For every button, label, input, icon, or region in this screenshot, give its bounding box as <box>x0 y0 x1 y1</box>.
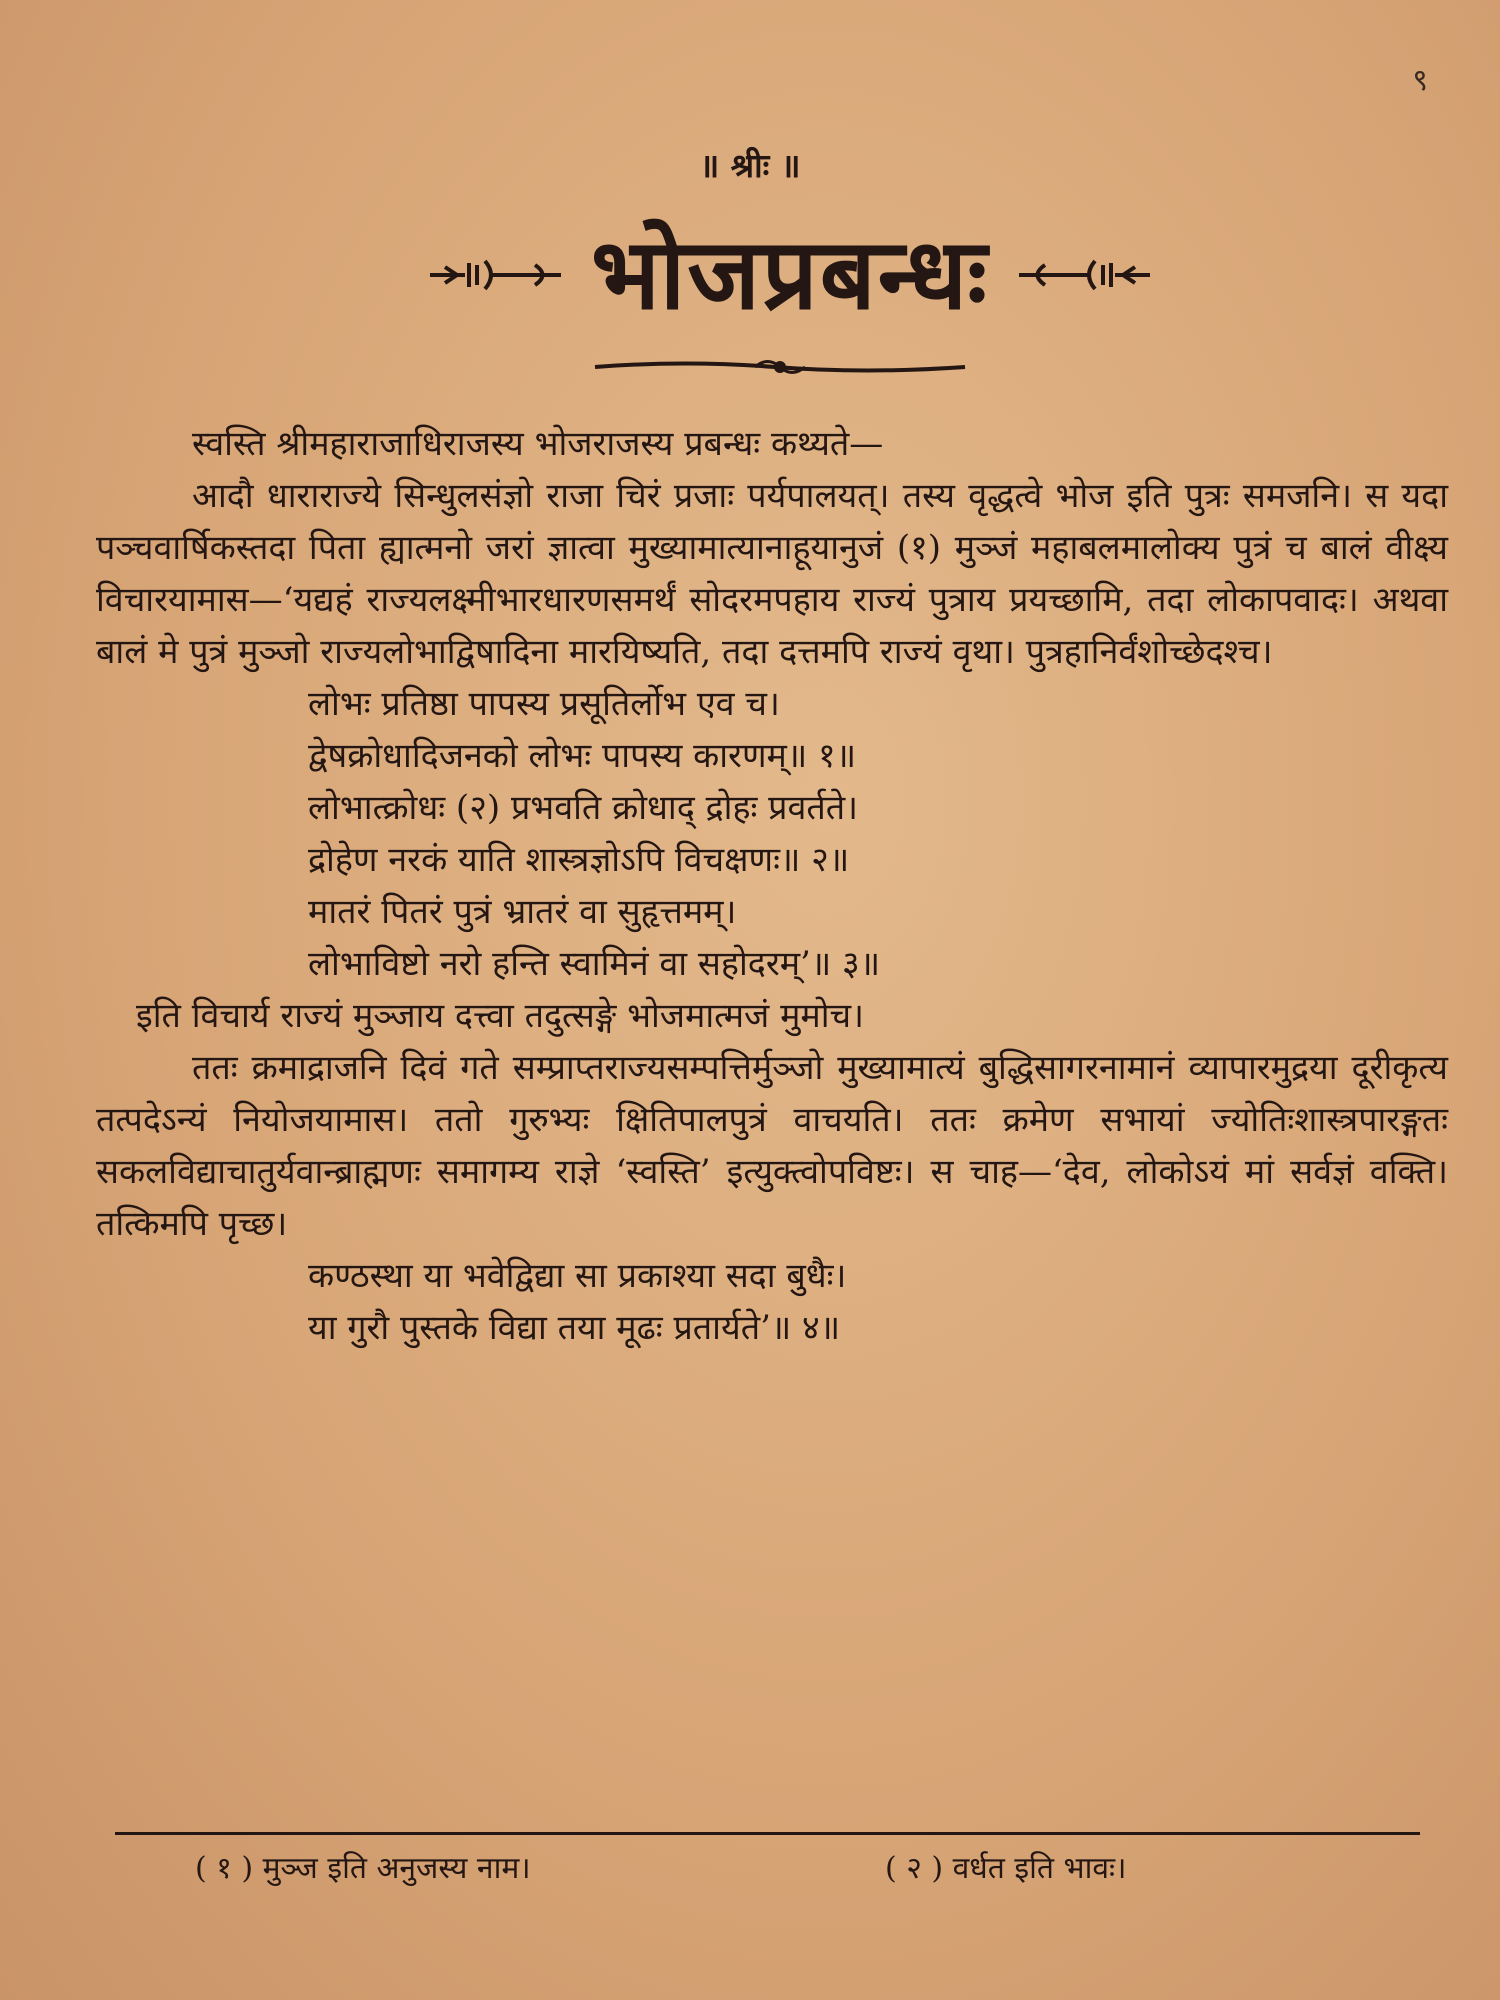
verse-3-line-1: मातरं पितरं पुत्रं भ्रातरं वा सुहृत्तमम्। <box>308 892 737 932</box>
page-title: भोजप्रबन्धः <box>591 217 989 332</box>
title-row <box>330 215 1250 335</box>
verse-2-line-1: लोभात्क्रोधः (२) प्रभवति क्रोधाद् द्रोहः प्रवर्तते। <box>308 788 859 828</box>
left-flourish-ornament <box>425 255 565 295</box>
right-flourish-ornament <box>1015 255 1155 295</box>
invocation: ॥ श्रीः ॥ <box>699 146 801 185</box>
verse-1-line-1: लोभः प्रतिष्ठा पापस्य प्रसूतिर्लोभ एव च। <box>308 684 780 724</box>
paragraph-3: ततः क्रमाद्राजनि दिवं गते सम्प्राप्तराज्यसम्पत्तिर्मुञ्जो मुख्यामात्यं बुद्धिसागरनामानं व्यापारमुद्रया दूरीकृत्य तत्पदेऽन्यं नियोजयामास। ततो गुरुभ्यः क्षितिपालपुत्रं वाचयति। ततः क्रमेण सभायां ज्योतिःशास्त्रपारङ्गतः सकलविद्याचातुर्यवान्ब्राह्मणः समागम्य राज्ञे ‘स्वस्ति’ इत्युक्त्वोपविष्टः। स चाह—‘देव, लोकोऽयं मां सर्वज्ञं वक्ति। तत्किमपि पृच्छ। <box>96 1048 1448 1244</box>
footnote-divider <box>115 1832 1420 1835</box>
paragraph-1: आदौ धाराराज्ये सिन्धुलसंज्ञो राजा चिरं प्रजाः पर्यपालयत्। तस्य वृद्धत्वे भोज इति पुत्रः समजनि। स यदा पञ्चवार्षिकस्तदा पिता ह्यात्मनो जरां ज्ञात्वा मुख्यामात्यानाहूयानुजं (१) मुञ्जं महाबलमालोक्य पुत्रं च बालं वीक्ष्य विचारयामास—‘यद्यहं राज्यलक्ष्मीभारधारणसमर्थं सोदरमपहाय राज्यं पुत्राय प्रयच्छामि, तदा लोकापवादः। अथवा बालं मे पुत्रं मुञ्जो राज्यलोभाद्विषादिना मारयिष्यति, तदा दत्तमपि राज्यं वृथा। पुत्रहानिर्वंशोच्छेदश्च। <box>96 476 1448 672</box>
verse-4-line-1: कण्ठस्था या भवेद्विद्या सा प्रकाश्या सदा बुधैः। <box>308 1256 847 1296</box>
paragraph-2: इति विचार्य राज्यं मुञ्जाय दत्त्वा तदुत्सङ्गे भोजमात्मजं मुमोच। <box>136 996 865 1036</box>
verse-3-line-2: लोभाविष्टो नरो हन्ति स्वामिनं वा सहोदरम्’॥ ३॥ <box>308 944 881 984</box>
intro-line: स्वस्ति श्रीमहाराजाधिराजस्य भोजराजस्य प्रबन्धः कथ्यते— <box>192 424 884 464</box>
verse-1-line-2: द्वेषक्रोधादिजनको लोभः पापस्य कारणम्॥ १॥ <box>308 736 857 776</box>
verse-4-line-2: या गुरौ पुस्तके विद्या तया मूढः प्रतार्यते’॥ ४॥ <box>308 1308 841 1348</box>
footnotes <box>195 1846 1395 1887</box>
verse-2-line-2: द्रोहेण नरकं याति शास्त्रज्ञोऽपि विचक्षणः॥ २॥ <box>308 840 850 880</box>
page-number: ९ <box>1412 63 1428 98</box>
main-text <box>96 418 1448 1354</box>
footnote-1: ( १ ) मुञ्ज इति अनुजस्य नाम। <box>195 1851 531 1886</box>
title-underline-ornament <box>590 352 970 382</box>
footnote-2: ( २ ) वर्धत इति भावः। <box>885 1851 1127 1886</box>
